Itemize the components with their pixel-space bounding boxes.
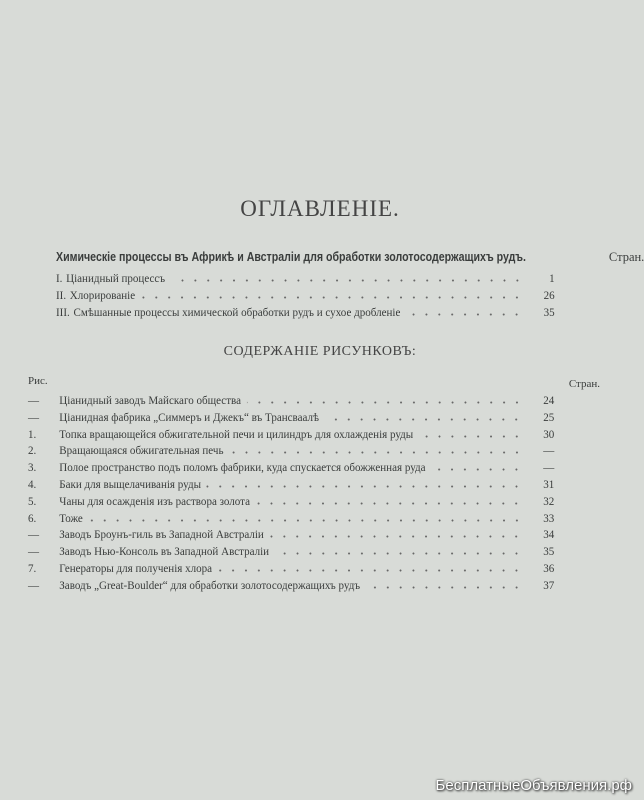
- item-number: 2.: [28, 443, 37, 458]
- list-item: [28, 457, 554, 474]
- item-page: 35: [543, 544, 555, 559]
- item-page: 37: [543, 577, 555, 592]
- item-page: 30: [543, 426, 555, 441]
- dot-leader: [269, 535, 523, 538]
- fig-label: Рис.: [28, 375, 48, 387]
- dot-leader: [207, 485, 523, 488]
- toc-page-label: Стран.: [608, 250, 644, 264]
- list-item: [28, 508, 554, 525]
- item-text: Вращающаяся обжигательная печь: [59, 443, 224, 458]
- dot-leader: [171, 279, 524, 282]
- list-item: [28, 390, 554, 407]
- item-page: 31: [543, 477, 555, 491]
- item-number: 1.: [28, 426, 37, 441]
- item-text: Чаны для осажденія изъ раствора золота: [59, 493, 251, 508]
- item-page: 1: [549, 271, 555, 285]
- list-item: [28, 424, 554, 441]
- page-title: ОГЛАВЛЕНІЕ.: [240, 196, 400, 221]
- item-text: Заводъ Броунъ-гиль въ Западной Австраліи: [59, 527, 264, 542]
- item-text: Генераторы для полученія хлора: [59, 561, 213, 575]
- item-text: Тоже: [59, 510, 83, 525]
- list-item: [56, 268, 555, 285]
- item-text: Заводъ Нью-Консоль въ Западной Австраліи: [59, 544, 270, 559]
- item-text: Ціанидный заводъ Майскаго общества: [59, 393, 241, 407]
- dot-leader: [431, 468, 523, 471]
- list-item: [28, 440, 554, 457]
- item-number: —: [28, 393, 40, 407]
- dot-leader: [141, 296, 524, 299]
- item-text: Заводъ „Great-Boulder“ для обработки золотосодержащихъ рудъ: [59, 577, 361, 592]
- item-page: 34: [543, 527, 555, 542]
- item-text: Полое пространство подъ поломъ фабрики, куда спускается обожженная руда: [59, 460, 426, 475]
- list-item: [28, 407, 554, 424]
- item-number: 5.: [28, 493, 37, 508]
- item-text: Баки для выщелачиванія руды: [59, 477, 201, 491]
- item-text: Ціанидная фабрика „Симмеръ и Джекъ“ въ Трансваалѣ: [59, 409, 320, 424]
- dot-leader: [406, 313, 523, 316]
- item-number: 4.: [28, 477, 37, 491]
- list-item: [28, 524, 554, 541]
- item-number: —: [28, 544, 40, 559]
- dot-leader: [218, 569, 523, 572]
- list-item: [28, 474, 554, 491]
- dot-leader: [247, 401, 523, 404]
- dot-leader: [325, 418, 523, 421]
- dot-leader: [275, 552, 523, 555]
- item-number: 6.: [28, 510, 37, 525]
- item-text: Ціанидный процессъ: [66, 271, 166, 285]
- item-text: Хлорированіе: [69, 288, 136, 302]
- item-page: 26: [543, 288, 555, 302]
- item-number: 3.: [28, 460, 37, 475]
- dot-leader: [366, 586, 523, 589]
- dot-leader: [256, 502, 523, 505]
- item-text: Смѣшанные процессы химической обработки рудъ и сухое дробленіе: [73, 305, 401, 319]
- item-number: III.: [56, 305, 70, 319]
- item-page: 36: [543, 561, 555, 575]
- list-item: [28, 491, 554, 508]
- list-item: [56, 302, 555, 319]
- figures-page-label: Стран.: [568, 378, 600, 390]
- toc-heading-row: [56, 250, 644, 265]
- item-page: 24: [543, 393, 555, 407]
- watermark: БесплатныеОбъявления.рф: [435, 777, 632, 794]
- item-page: 25: [543, 409, 555, 424]
- item-number: —: [28, 577, 40, 592]
- dot-leader: [88, 519, 523, 522]
- item-number: II.: [56, 288, 67, 302]
- item-text: Топка вращающейся обжигательной печи и цилиндръ для охлажденія руды: [59, 426, 414, 441]
- item-page: —: [543, 460, 555, 475]
- dot-leader: [229, 451, 523, 454]
- item-page: —: [543, 443, 555, 458]
- item-page: 35: [543, 305, 555, 319]
- item-page: 33: [543, 510, 555, 525]
- toc-heading: Химическіе процессы въ Африкѣ и Австраліи для обработки золотосодержащихъ рудъ.: [56, 250, 526, 264]
- list-item: [28, 541, 554, 558]
- item-number: —: [28, 527, 40, 542]
- item-number: 7.: [28, 561, 37, 575]
- list-item: [28, 575, 554, 592]
- list-item: [28, 558, 554, 575]
- item-number: —: [28, 409, 40, 424]
- item-page: 32: [543, 493, 555, 508]
- figures-heading: СОДЕРЖАНІЕ РИСУНКОВЪ:: [223, 344, 417, 359]
- dot-leader: [419, 435, 523, 438]
- item-number: I.: [56, 271, 63, 285]
- list-item: [56, 285, 555, 302]
